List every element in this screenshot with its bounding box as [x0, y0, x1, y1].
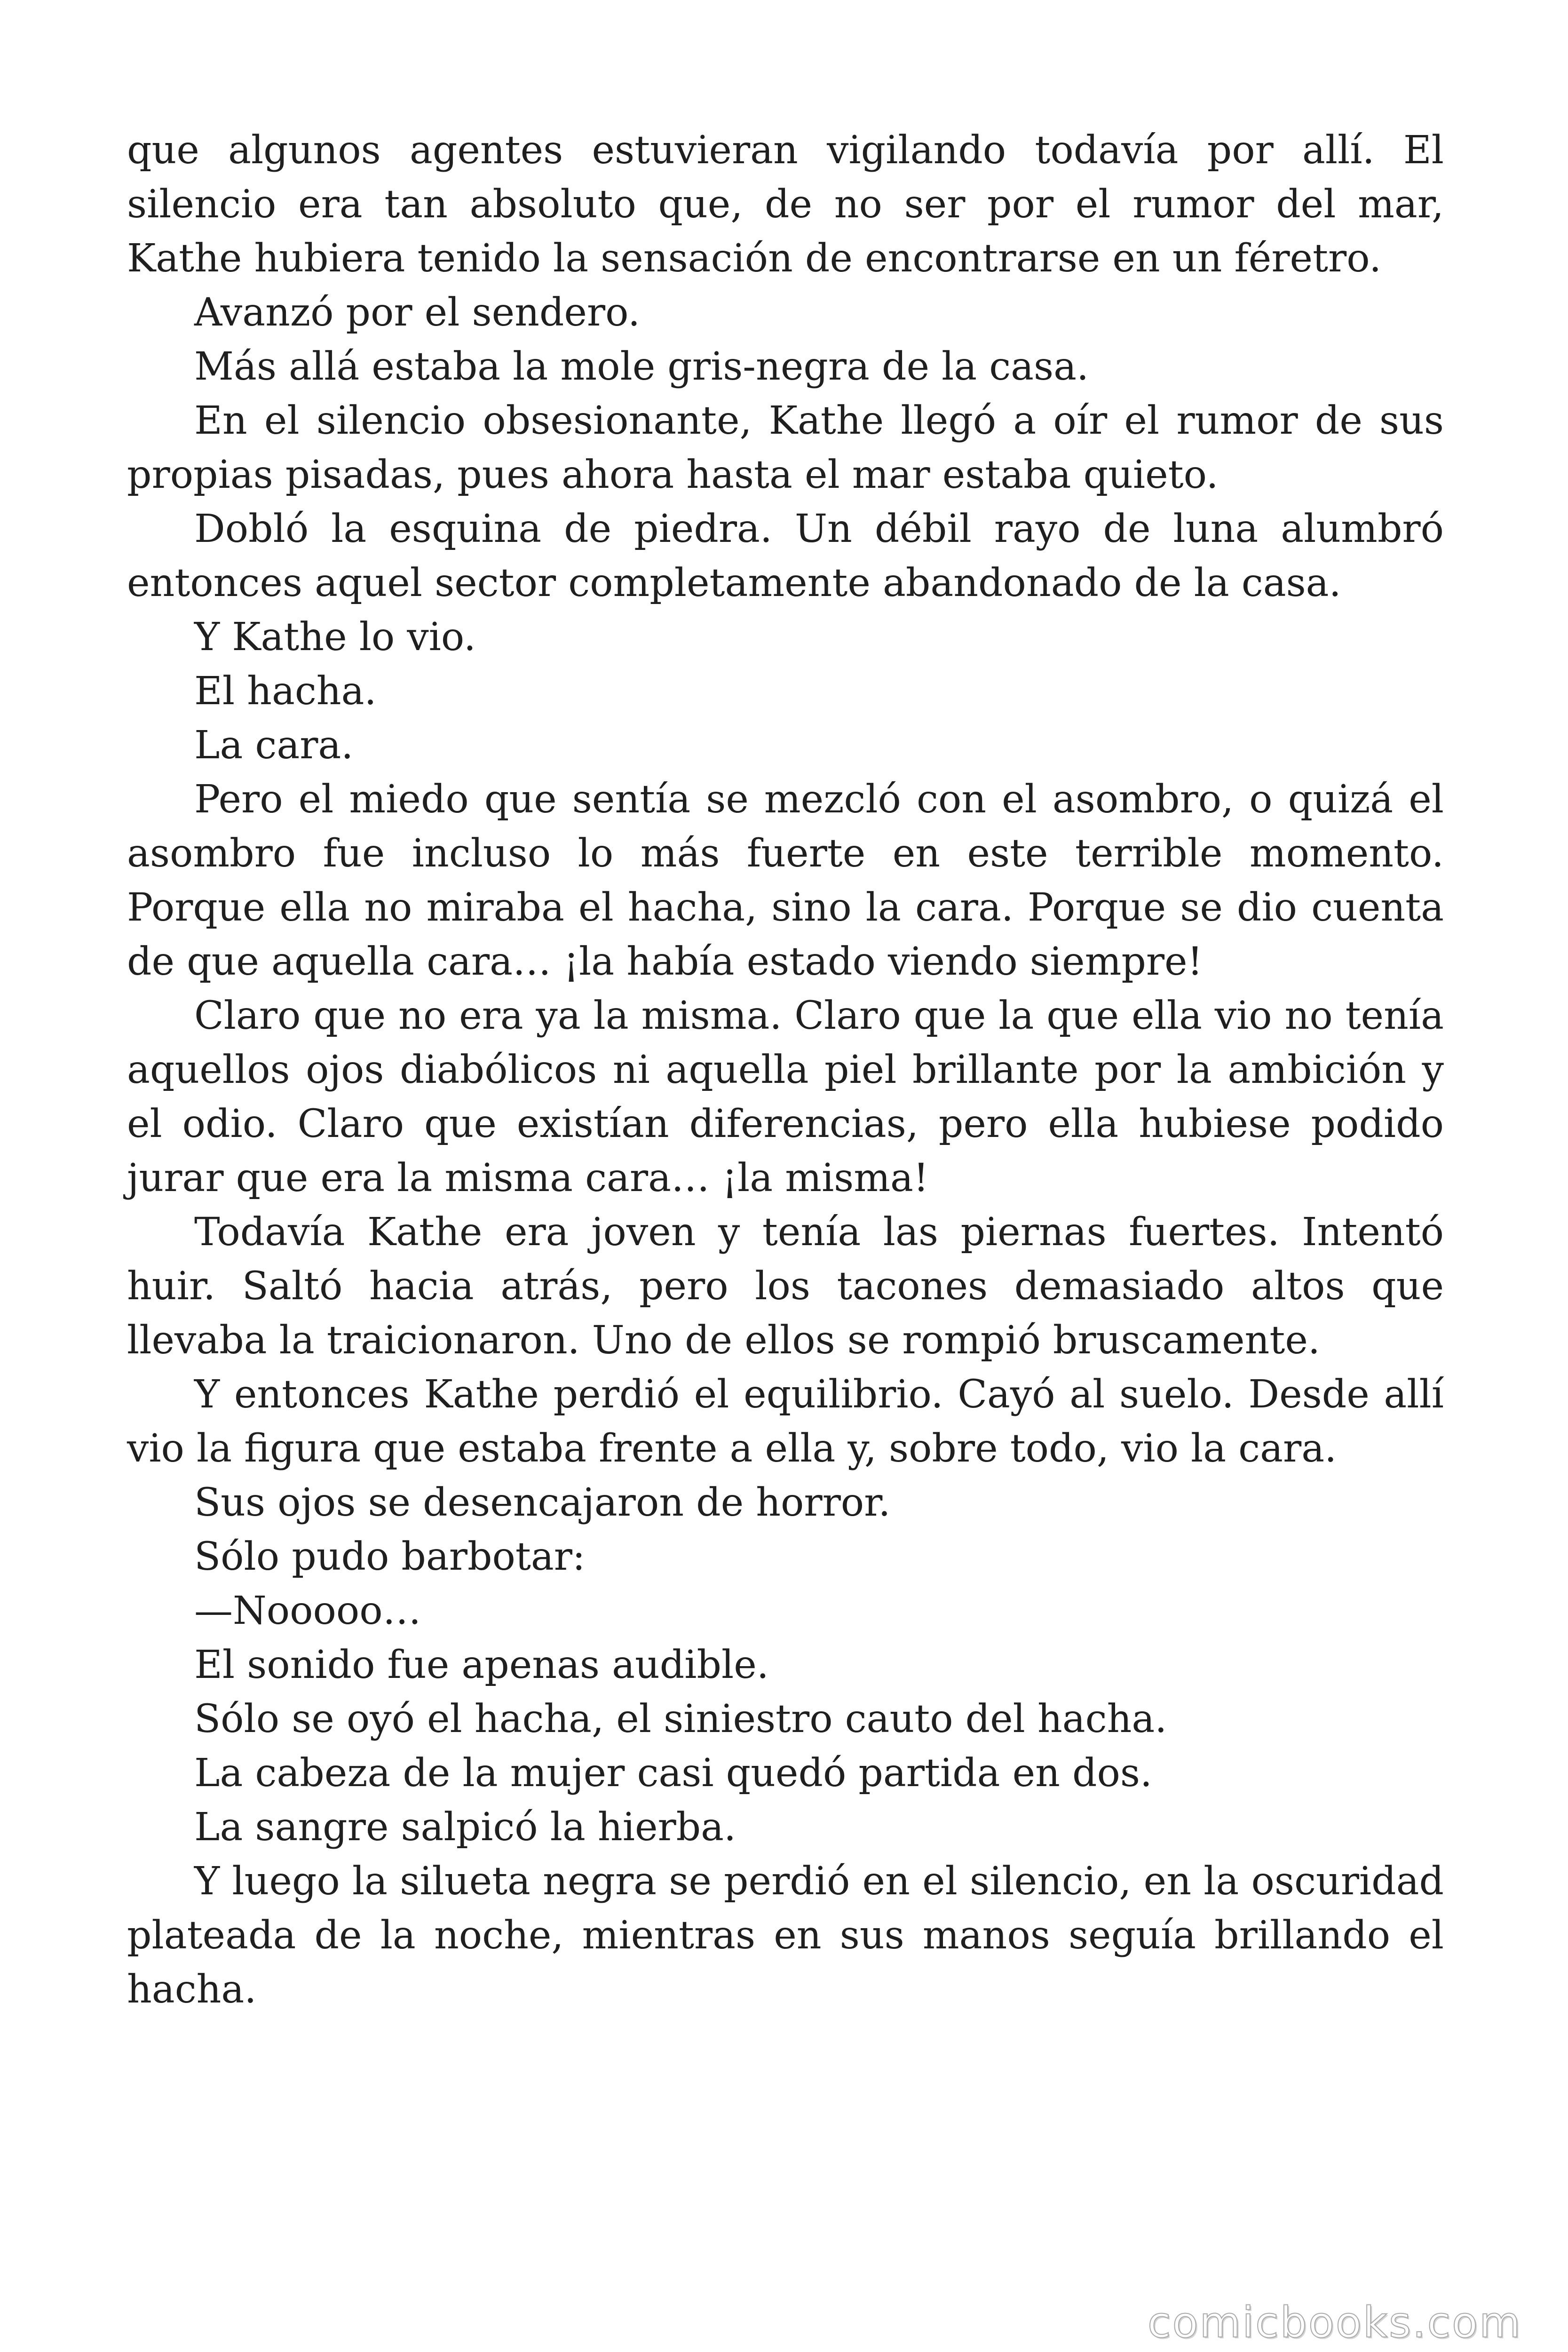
paragraph-19: La sangre salpicó la hierba. — [194, 1805, 736, 1850]
paragraph-6: Y Kathe lo vio. — [194, 615, 476, 660]
paragraph-14: Sólo pudo barbotar: — [194, 1534, 586, 1579]
paragraph-11: Todavía Kathe era joven y tenía las piernas fuertes. Intentó huir. Saltó hacia atrás, pero los tacones demasiado altos que llevaba la traicionaron. Uno de ellos se rompió bruscamente. — [127, 1210, 1444, 1363]
paragraph-2: Avanzó por el sendero. — [194, 290, 641, 335]
paragraph-7: El hacha. — [194, 669, 377, 714]
body-text — [127, 123, 1444, 2017]
paragraph-9: Pero el miedo que sentía se mezcló con el asombro, o quizá el asombro fue incluso lo más fuerte en este terrible momento. Porque ella no miraba el hacha, sino la cara. Porque se dio cuenta de que aquella cara… ¡la había estado viendo siempre! — [127, 777, 1444, 984]
paragraph-8: La cara. — [194, 723, 354, 768]
paragraph-10: Claro que no era ya la misma. Claro que la que ella vio no tenía aquellos ojos diabólicos ni aquella piel brillante por la ambición y el odio. Claro que existían diferencias, pero ella hubiese podido jurar que era la misma cara… ¡la misma! — [127, 993, 1444, 1200]
paragraph-18: La cabeza de la mujer casi quedó partida en dos. — [194, 1751, 1152, 1796]
paragraph-13: Sus ojos se desencajaron de horror. — [194, 1480, 891, 1525]
paragraph-17: Sólo se oyó el hacha, el siniestro cauto del hacha. — [194, 1697, 1167, 1741]
watermark: comicbooks.com — [1148, 2298, 1522, 2347]
paragraph-3: Más allá estaba la mole gris-negra de la casa. — [194, 344, 1089, 389]
paragraph-4: En el silencio obsesionante, Kathe llegó a oír el rumor de sus propias pisadas, pues ahora hasta el mar estaba quieto. — [127, 398, 1444, 497]
paragraph-12: Y entonces Kathe perdió el equilibrio. Cayó al suelo. Desde allí vio la figura que estaba frente a ella y, sobre todo, vio la cara. — [127, 1372, 1444, 1471]
paragraph-15: —Nooooo… — [194, 1589, 421, 1633]
paragraph-1: que algunos agentes estuvieran vigilando todavía por allí. El silencio era tan absoluto que, de no ser por el rumor del mar, Kathe hubiera tenido la sensación de encontrarse en un féretro. — [127, 128, 1444, 281]
paragraph-5: Dobló la esquina de piedra. Un débil rayo de luna alumbró entonces aquel sector completamente abandonado de la casa. — [127, 507, 1444, 605]
paragraph-16: El sonido fue apenas audible. — [194, 1643, 769, 1687]
paragraph-20: Y luego la silueta negra se perdió en el silencio, en la oscuridad plateada de la noche, mientras en sus manos seguía brillando el hacha. — [127, 1859, 1444, 2012]
